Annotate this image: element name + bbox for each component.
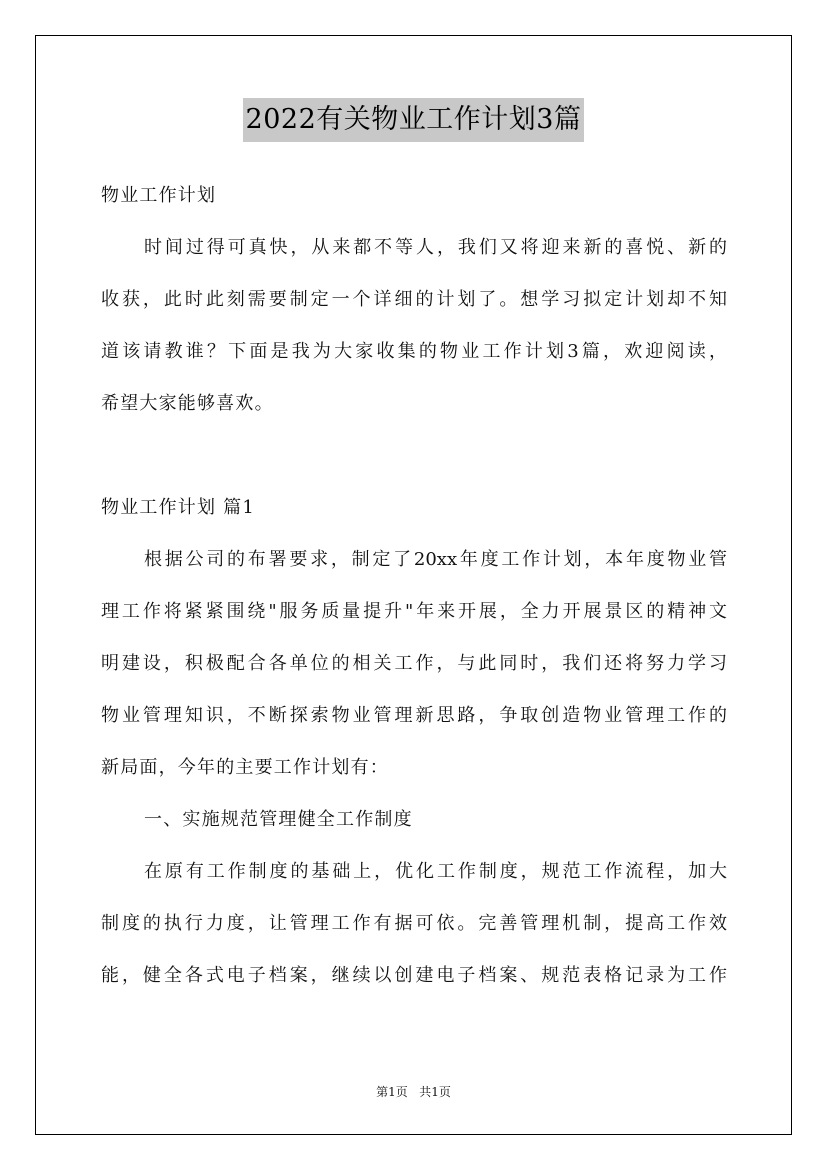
paragraph-gap bbox=[101, 430, 727, 482]
title-container bbox=[0, 98, 827, 142]
page-number: 第1页 bbox=[376, 1085, 408, 1099]
intro-line-2: 收获，此时此刻需要制定一个详细的计划了。想学习拟定计划却不知 bbox=[101, 289, 727, 310]
document-title: 2022有关物业工作计划3篇 bbox=[243, 98, 585, 142]
sub1-line-1: 在原有工作制度的基础上，优化工作制度，规范工作流程，加大 bbox=[144, 861, 727, 882]
document-body bbox=[101, 170, 727, 1002]
part1-line-2: 理工作将紧紧围绕"服务质量提升"年来开展，全力开展景区的精神文 bbox=[101, 601, 727, 622]
subheading-1: 一、实施规范管理健全工作制度 bbox=[144, 809, 413, 830]
part1-line-1: 根据公司的布署要求，制定了20xx年度工作计划，本年度物业管 bbox=[144, 549, 727, 570]
section-heading: 物业工作计划 bbox=[101, 185, 217, 206]
intro-line-4: 希望大家能够喜欢。 bbox=[101, 393, 274, 414]
page-footer bbox=[0, 1084, 827, 1100]
intro-line-1: 时间过得可真快，从来都不等人，我们又将迎来新的喜悦、新的 bbox=[144, 237, 727, 258]
sub1-line-3: 能，健全各式电子档案，继续以创建电子档案、规范表格记录为工作 bbox=[101, 965, 727, 986]
part1-line-4: 物业管理知识，不断探索物业管理新思路，争取创造物业管理工作的 bbox=[101, 705, 727, 726]
part1-line-3: 明建设，积极配合各单位的相关工作，与此同时，我们还将努力学习 bbox=[101, 653, 727, 674]
intro-line-3: 道该请教谁？下面是我为大家收集的物业工作计划3篇，欢迎阅读， bbox=[101, 341, 727, 362]
part1-line-5: 新局面，今年的主要工作计划有： bbox=[101, 757, 389, 778]
page-total: 共1页 bbox=[419, 1085, 451, 1099]
sub1-line-2: 制度的执行力度，让管理工作有据可依。完善管理机制，提高工作效 bbox=[101, 913, 727, 934]
part1-heading: 物业工作计划 篇1 bbox=[101, 497, 255, 518]
